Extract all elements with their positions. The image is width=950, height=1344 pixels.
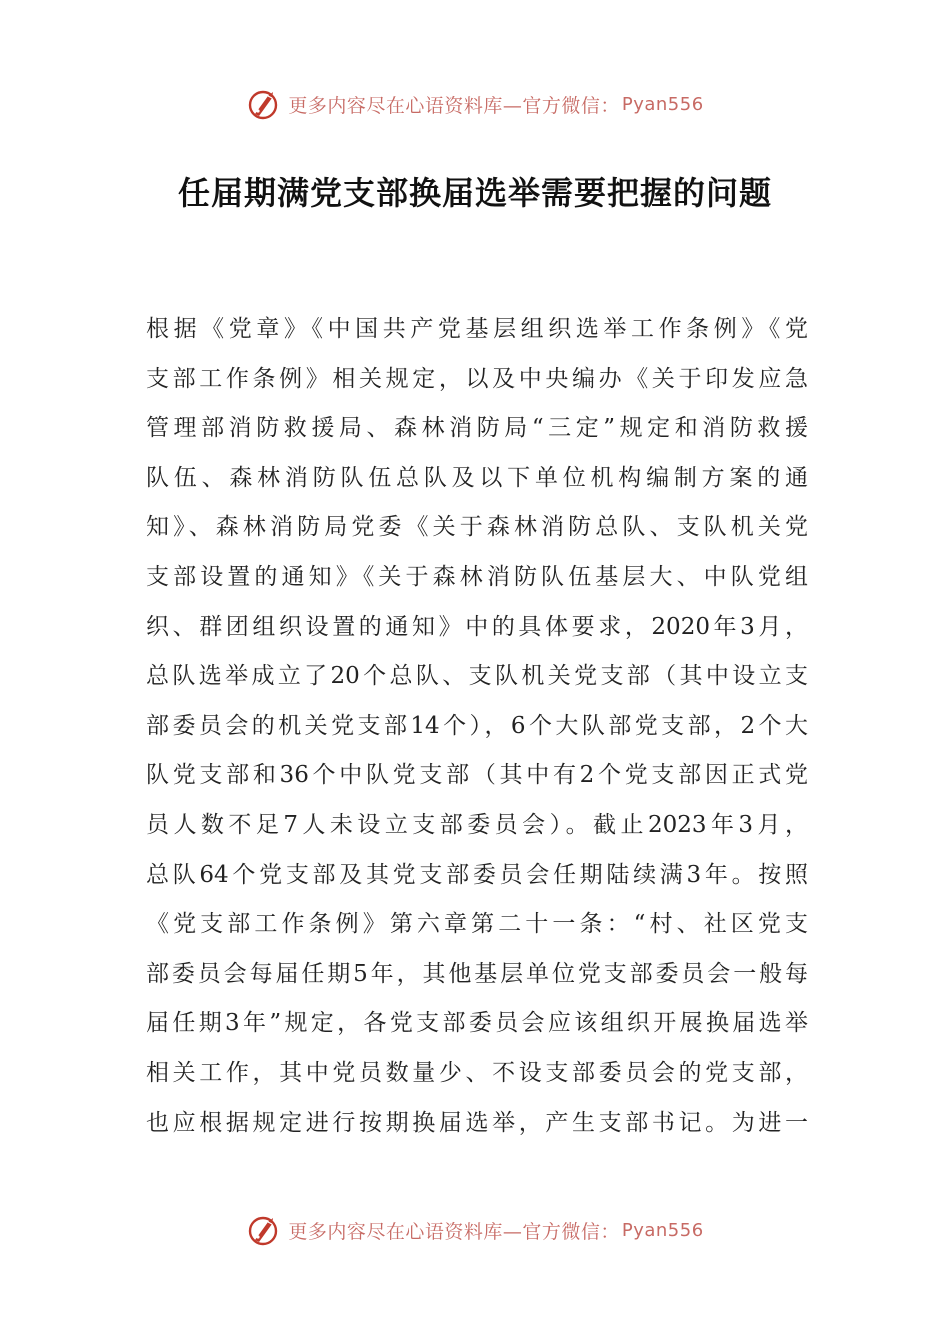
body-line: 支部设置的通知》《关于森林消防队伍基层大、中队党组: [146, 563, 808, 590]
body-line: 部委员会每届任期5年，其他基层单位党支部委员会一般每: [146, 960, 808, 987]
body-line: 知》、森林消防局党委《关于森林消防总队、支队机关党: [146, 514, 808, 541]
body-line: 织、群团组织设置的通知》中的具体要求，2020年3月，: [146, 613, 808, 640]
watermark-wechat-id: Pyan556: [621, 1219, 704, 1241]
pen-nib-logo-icon: [246, 1212, 282, 1248]
watermark-text: 更多内容尽在心语资料库—官方微信：: [288, 1220, 620, 1243]
body-line: 总队64个党支部及其党支部委员会任期陆续满3年。按照: [146, 861, 808, 888]
pen-nib-logo-icon: [246, 86, 282, 122]
body-line: 员人数不足7人未设立支部委员会）。截止2023年3月，: [146, 811, 808, 838]
footer-watermark: [0, 1208, 950, 1252]
body-line: 总队选举成立了20个总队、支队机关党支部（其中设立支: [146, 663, 808, 690]
body-line: 根据《党章》《中国共产党基层组织选举工作条例》《党: [146, 316, 808, 342]
body-line: 届任期3年”规定，各党支部委员会应该组织开展换届选举: [146, 1010, 808, 1037]
watermark-text: 更多内容尽在心语资料库—官方微信：: [288, 94, 620, 117]
body-line: 队党支部和36个中队党支部（其中有2个党支部因正式党: [146, 762, 808, 789]
body-line: 也应根据规定进行按期换届选举，产生支部书记。为进一: [146, 1109, 808, 1136]
watermark-wechat-id: Pyan556: [621, 93, 704, 115]
body-paragraph: [146, 305, 808, 1148]
body-line: 部委员会的机关党支部14个），6个大队部党支部，2个大: [146, 712, 808, 739]
body-line: 《党支部工作条例》第六章第二十一条：“村、社区党支: [146, 911, 808, 938]
document-title: 任届期满党支部换届选举需要把握的问题: [177, 174, 772, 212]
header-watermark: [0, 82, 950, 126]
body-line: 管理部消防救援局、森林消防局“三定”规定和消防救援: [146, 415, 808, 442]
body-line: 队伍、森林消防队伍总队及以下单位机构编制方案的通: [146, 464, 808, 491]
body-line: 支部工作条例》相关规定，以及中央编办《关于印发应急: [146, 365, 808, 392]
body-line: 相关工作，其中党员数量少、不设支部委员会的党支部，: [146, 1059, 808, 1086]
